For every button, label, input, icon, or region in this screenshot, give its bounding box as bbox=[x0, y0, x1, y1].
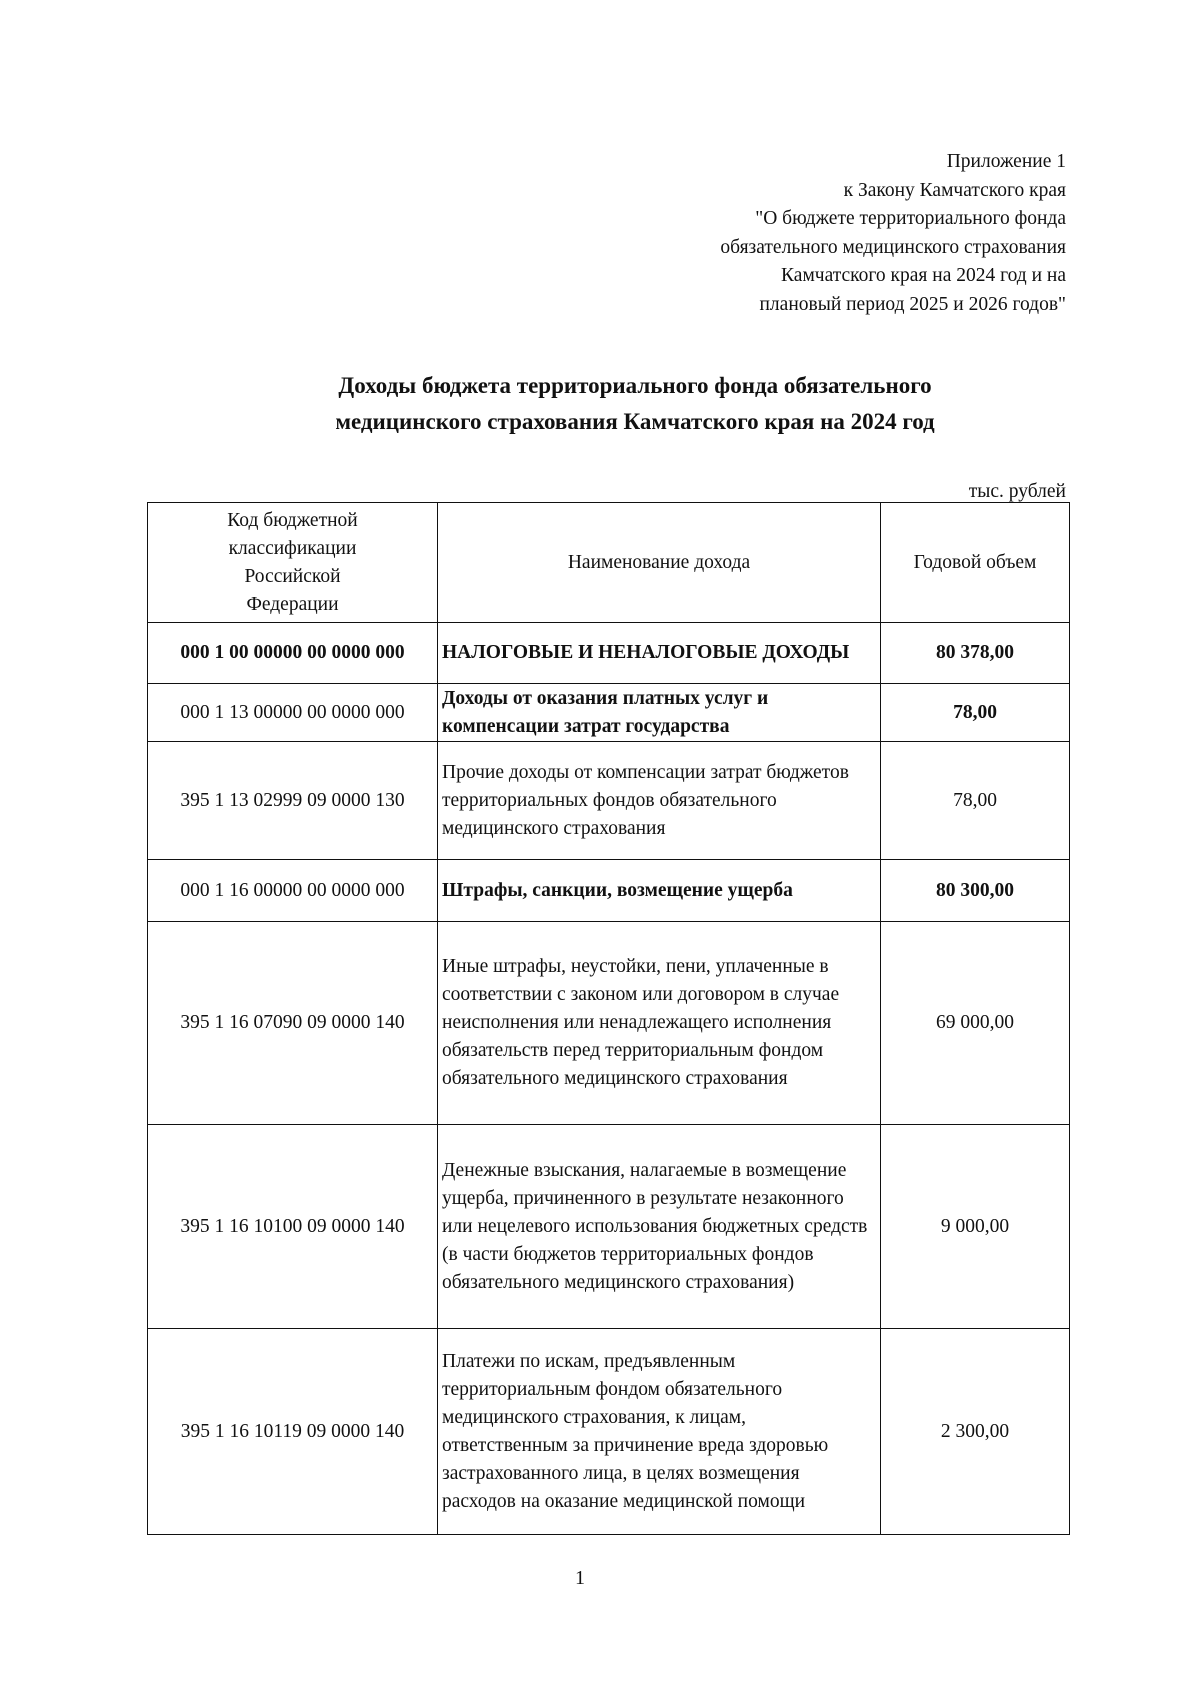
row-name: Денежные взыскания, налагаемые в возмещение ущерба, причиненного в результате незаконного или нецелевого использования бюджетных средств (в части бюджетов территориальных фондов обязательного медицинского страхования) bbox=[438, 1125, 881, 1329]
table-row bbox=[148, 1125, 1070, 1329]
header-volume: Годовой объем bbox=[881, 503, 1070, 623]
row-volume: 2 300,00 bbox=[881, 1329, 1070, 1535]
income-table bbox=[147, 502, 1070, 1535]
row-code: 000 1 00 00000 00 0000 000 bbox=[148, 623, 438, 684]
appendix-line: "О бюджете территориального фонда bbox=[755, 208, 1066, 230]
row-code: 395 1 16 10100 09 0000 140 bbox=[148, 1125, 438, 1329]
row-name: Штрафы, санкции, возмещение ущерба bbox=[438, 860, 881, 922]
row-code: 000 1 13 00000 00 0000 000 bbox=[148, 684, 438, 742]
table-row bbox=[148, 922, 1070, 1125]
appendix-line: Приложение 1 bbox=[946, 151, 1066, 172]
document-title bbox=[0, 368, 1200, 440]
units-label: тыс. рублей bbox=[968, 481, 1066, 502]
row-name: Прочие доходы от компенсации затрат бюджетов территориальных фондов обязательного медицинского страхования bbox=[438, 742, 881, 860]
row-code: 395 1 16 07090 09 0000 140 bbox=[148, 922, 438, 1125]
appendix-block bbox=[720, 148, 1066, 320]
row-name: НАЛОГОВЫЕ И НЕНАЛОГОВЫЕ ДОХОДЫ bbox=[438, 623, 881, 684]
row-volume: 9 000,00 bbox=[881, 1125, 1070, 1329]
row-volume: 80 378,00 bbox=[881, 623, 1070, 684]
row-volume: 69 000,00 bbox=[881, 922, 1070, 1125]
row-name: Платежи по искам, предъявленным территориальным фондом обязательного медицинского страхования, к лицам, ответственным за причинение вреда здоровью застрахованного лица, в целях возмещения расходов на оказание медицинской помощи bbox=[438, 1329, 881, 1535]
table-row bbox=[148, 1329, 1070, 1535]
appendix-line: Камчатского края на 2024 год и на bbox=[781, 265, 1066, 287]
document-title-line-2: медицинского страхования Камчатского края на 2024 год bbox=[335, 409, 935, 434]
row-name: Доходы от оказания платных услуг и компенсации затрат государства bbox=[438, 684, 881, 742]
header-name: Наименование дохода bbox=[438, 503, 881, 623]
row-volume: 78,00 bbox=[881, 742, 1070, 860]
row-name: Иные штрафы, неустойки, пени, уплаченные в соответствии с законом или договором в случае неисполнения или ненадлежащего исполнения обязательств перед территориальным фондом обязательного медицинского страхования bbox=[438, 922, 881, 1125]
row-code: 395 1 13 02999 09 0000 130 bbox=[148, 742, 438, 860]
appendix-line: обязательного медицинского страхования bbox=[720, 236, 1066, 258]
header-code: Код бюджетной классификации Российской Федерации bbox=[148, 503, 438, 623]
table-row bbox=[148, 684, 1070, 742]
row-code: 395 1 16 10119 09 0000 140 bbox=[148, 1329, 438, 1535]
table-header-row bbox=[148, 503, 1070, 623]
document-title-line-1: Доходы бюджета территориального фонда обязательного bbox=[338, 373, 932, 398]
row-volume: 78,00 bbox=[881, 684, 1070, 742]
row-code: 000 1 16 00000 00 0000 000 bbox=[148, 860, 438, 922]
table-row bbox=[148, 860, 1070, 922]
table-row bbox=[148, 742, 1070, 860]
table-row bbox=[148, 623, 1070, 684]
row-volume: 80 300,00 bbox=[881, 860, 1070, 922]
appendix-line: к Закону Камчатского края bbox=[843, 179, 1066, 201]
appendix-line: плановый период 2025 и 2026 годов" bbox=[759, 293, 1066, 315]
page-number: 1 bbox=[575, 1567, 585, 1589]
